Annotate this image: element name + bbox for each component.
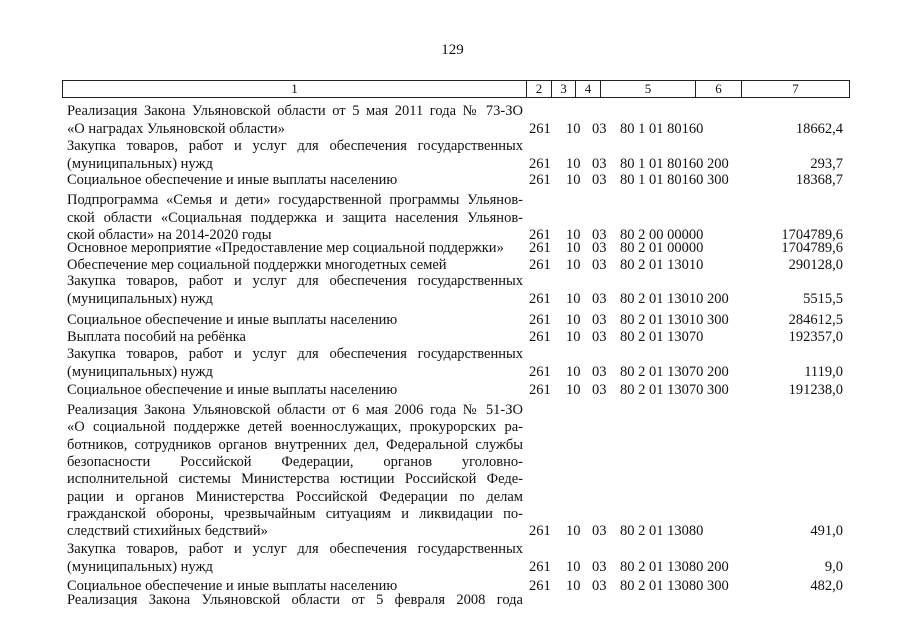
row-description-line: Выплата пособий на ребёнка — [67, 329, 246, 345]
row-description-line: (муниципальных) нужд — [67, 155, 213, 172]
cell-c7: 293,7 — [810, 155, 843, 172]
cell-c3: 10 — [566, 523, 581, 540]
cell-c5: 80 1 01 80160 — [620, 120, 704, 137]
header-col-7: 7 — [792, 81, 799, 96]
row-description-line: безопасности Российской Федерации, органов уголовно- — [67, 453, 523, 470]
row-description-line: Закупка товаров, работ и услуг для обеспечения государственных — [67, 138, 523, 154]
cell-c6: 200 — [707, 558, 729, 575]
header-col-3: 3 — [552, 81, 576, 97]
cell-c7: 284612,5 — [788, 312, 843, 328]
cell-c3: 10 — [566, 329, 581, 345]
cell-c2: 261 — [529, 558, 551, 575]
cell-c6: 300 — [707, 312, 729, 328]
row-description-line: Реализация Закона Ульяновской области от 5 февраля 2008 года — [67, 592, 523, 608]
cell-c4: 03 — [592, 329, 607, 345]
row-description-line: Подпрограмма «Семья и дети» государственной программы Ульянов- — [67, 192, 523, 208]
header-col-5: 5 — [601, 81, 696, 97]
cell-c2: 261 — [529, 382, 551, 398]
cell-c6: 300 — [707, 382, 729, 398]
row-description-line: (муниципальных) нужд — [67, 363, 213, 380]
cell-c3: 10 — [566, 578, 581, 594]
cell-c4: 03 — [592, 257, 607, 273]
row-description-line: Обеспечение мер социальной поддержки многодетных семей — [67, 257, 447, 273]
cell-c2: 261 — [529, 363, 551, 380]
cell-c6: 300 — [707, 578, 729, 594]
cell-c7: 1704789,6 — [781, 227, 843, 243]
cell-c4: 03 — [592, 120, 607, 137]
cell-c7: 491,0 — [810, 523, 843, 540]
cell-c3: 10 — [566, 227, 581, 243]
header-col-6: 6 — [696, 81, 742, 97]
cell-c4: 03 — [592, 172, 607, 188]
row-description-line: ботников, сотрудников органов внутренних дел, Федеральной службы — [67, 436, 523, 453]
cell-c7: 290128,0 — [788, 257, 843, 273]
cell-c2: 261 — [529, 523, 551, 540]
cell-c5: 80 2 01 13080 — [620, 558, 704, 575]
row-description-line: Реализация Закона Ульяновской области от 6 мая 2006 года № 51-ЗО — [67, 402, 523, 418]
cell-c6: 200 — [707, 363, 729, 380]
cell-c2: 261 — [529, 120, 551, 137]
row-description-line: Реализация Закона Ульяновской области от 5 мая 2011 года № 73-ЗО — [67, 103, 523, 119]
cell-c7: 9,0 — [824, 558, 843, 575]
cell-c5: 80 2 01 13080 — [620, 578, 704, 594]
cell-c2: 261 — [529, 290, 551, 307]
row-description-line: Социальное обеспечение и иные выплаты населению — [67, 172, 398, 188]
cell-c4: 03 — [592, 240, 607, 256]
cell-c3: 10 — [566, 257, 581, 273]
row-description-line: Закупка товаров, работ и услуг для обеспечения государственных — [67, 273, 523, 289]
cell-c7: 18368,7 — [795, 172, 843, 188]
header-col-1: 1 — [63, 81, 527, 97]
cell-c4: 03 — [592, 382, 607, 398]
row-description-line: Основное мероприятие «Предоставление мер социальной поддержки» — [67, 240, 504, 256]
row-description-line: «О социальной поддержке детей военнослужащих, прокурорских ра- — [67, 419, 523, 436]
header-col-4: 4 — [576, 81, 601, 97]
cell-c4: 03 — [592, 227, 607, 243]
cell-c2: 261 — [529, 578, 551, 594]
cell-c6: 200 — [707, 155, 729, 172]
cell-c2: 261 — [529, 227, 551, 243]
cell-c2: 261 — [529, 257, 551, 273]
row-description-line: исполнительной системы Министерства юстиции Российской Феде- — [67, 471, 523, 488]
row-description-line: Закупка товаров, работ и услуг для обеспечения государственных — [67, 346, 523, 362]
table-header — [62, 80, 850, 98]
cell-c5: 80 2 01 13080 — [620, 523, 704, 540]
row-description-line: рации и органов Министерства Российской Федерации по делам — [67, 488, 523, 505]
cell-c5: 80 2 01 13010 — [620, 290, 704, 307]
cell-c2: 261 — [529, 312, 551, 328]
row-description-line: (муниципальных) нужд — [67, 558, 213, 575]
cell-c7: 1704789,6 — [781, 240, 843, 256]
cell-c3: 10 — [566, 120, 581, 137]
cell-c3: 10 — [566, 363, 581, 380]
header-col-2: 2 — [527, 81, 552, 97]
cell-c4: 03 — [592, 312, 607, 328]
cell-c7: 1119,0 — [804, 363, 843, 380]
cell-c7: 482,0 — [810, 578, 843, 594]
cell-c3: 10 — [566, 240, 581, 256]
row-description-line: (муниципальных) нужд — [67, 290, 213, 307]
cell-c4: 03 — [592, 363, 607, 380]
cell-c2: 261 — [529, 172, 551, 188]
row-description-line: «О наградах Ульяновской области» — [67, 120, 285, 137]
cell-c5: 80 2 01 13010 — [620, 257, 704, 273]
cell-c3: 10 — [566, 155, 581, 172]
cell-c4: 03 — [592, 155, 607, 172]
cell-c3: 10 — [566, 558, 581, 575]
cell-c4: 03 — [592, 578, 607, 594]
cell-c5: 80 2 01 00000 — [620, 240, 704, 256]
row-description-line: ской области» на 2014-2020 годы — [67, 227, 272, 243]
cell-c7: 191238,0 — [788, 382, 843, 398]
cell-c3: 10 — [566, 312, 581, 328]
cell-c3: 10 — [566, 172, 581, 188]
page-number: 129 — [441, 42, 464, 58]
cell-c3: 10 — [566, 382, 581, 398]
cell-c5: 80 2 01 13010 — [620, 312, 704, 328]
cell-c3: 10 — [566, 290, 581, 307]
cell-c6: 300 — [707, 172, 729, 188]
cell-c7: 192357,0 — [788, 329, 843, 345]
row-description-line: Закупка товаров, работ и услуг для обеспечения государственных — [67, 541, 523, 557]
cell-c4: 03 — [592, 290, 607, 307]
cell-c5: 80 2 01 13070 — [620, 382, 704, 398]
cell-c4: 03 — [592, 558, 607, 575]
cell-c7: 5515,5 — [803, 290, 843, 307]
cell-c5: 80 1 01 80160 — [620, 172, 704, 188]
row-description-line: гражданской обороны, чрезвычайным ситуациям и ликвидации по- — [67, 505, 523, 522]
row-description-line: следствий стихийных бедствий» — [67, 523, 268, 540]
cell-c2: 261 — [529, 155, 551, 172]
cell-c4: 03 — [592, 523, 607, 540]
cell-c5: 80 2 00 00000 — [620, 227, 704, 243]
cell-c6: 200 — [707, 290, 729, 307]
cell-c5: 80 1 01 80160 — [620, 155, 704, 172]
cell-c5: 80 2 01 13070 — [620, 329, 704, 345]
row-description-line: Социальное обеспечение и иные выплаты населению — [67, 382, 398, 398]
row-description-line: ской области «Социальная поддержка и защита населения Ульянов- — [67, 209, 523, 226]
cell-c5: 80 2 01 13070 — [620, 363, 704, 380]
row-description-line: Социальное обеспечение и иные выплаты населению — [67, 312, 398, 328]
cell-c2: 261 — [529, 329, 551, 345]
cell-c2: 261 — [529, 240, 551, 256]
row-description-line: Социальное обеспечение и иные выплаты населению — [67, 578, 398, 594]
cell-c7: 18662,4 — [795, 120, 843, 137]
